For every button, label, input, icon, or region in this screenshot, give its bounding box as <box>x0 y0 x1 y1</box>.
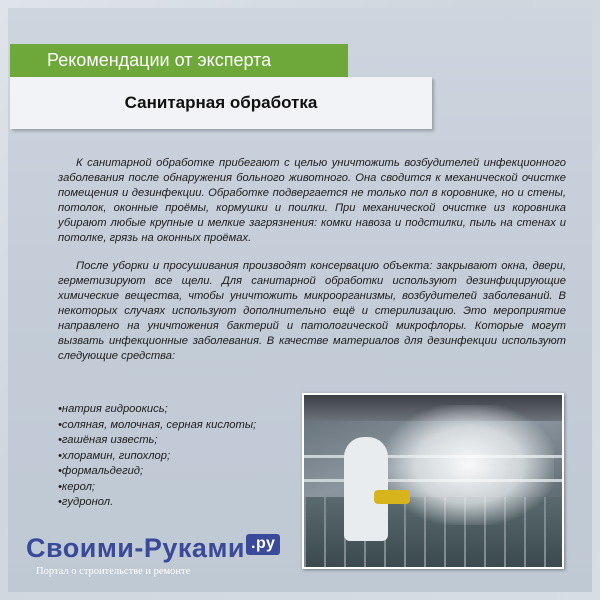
section-label: Рекомендации от эксперта <box>10 44 348 77</box>
list-item: •гашёная известь; <box>58 434 158 446</box>
disinfection-photo <box>302 393 564 569</box>
brand-logo[interactable] <box>26 533 280 569</box>
article-body <box>58 156 566 377</box>
paragraph: К санитарной обработке прибегают с целью уничтожить возбудителей инфекционного заболевания после обнаружения больного животного. Она сводится к механической очистке помещения и дезинфекции. Обработке подвергается не только пол в коровнике, но и стены, потолок, оконные проёмы, кормушки и поилки. При механической очистке из коровника убирают любые крупные и мелкие загрязнения: комки навоза и подстилки, пыль на стенах и потолке, грязь на оконных проёмах. <box>58 157 566 244</box>
brand-name: Своими-Руками <box>26 533 246 563</box>
disinfectant-fog <box>384 405 554 525</box>
list-item: •керол; <box>58 480 96 493</box>
sprayer <box>374 490 410 504</box>
list-item: •хлорамин, гипохлор; <box>58 449 171 462</box>
brand-tagline: Портал о строительстве и ремонте <box>36 566 191 577</box>
list-item: •соляная, молочная, серная кислоты; <box>58 418 257 431</box>
list-item: •натрия гидроокись; <box>58 403 168 415</box>
paragraph: После уборки и просушивания производят консервацию объекта: закрывают окна, двери, герметизируют все щели. Для санитарной обработки используют дезинфицирующие химические вещества, чтобы уничтожить микроорганизмы, возбудителей заболеваний. В некоторых случаях используют дополнительно ещё и стерилизацию. Это мероприятие направлено на уничтожения бактерий и патологической микрофлоры. Которые могут вызвать инфекционные заболевания. В качестве материалов для дезинфекции используют следующие средства: <box>58 260 566 362</box>
page-title: Санитарная обработка <box>10 77 432 129</box>
brand-tld: .ру <box>246 534 280 555</box>
list-item: •формальдегид; <box>58 465 144 477</box>
worker-figure <box>344 437 388 541</box>
disinfectant-list <box>58 402 298 511</box>
list-item: •гудронол. <box>58 496 114 508</box>
